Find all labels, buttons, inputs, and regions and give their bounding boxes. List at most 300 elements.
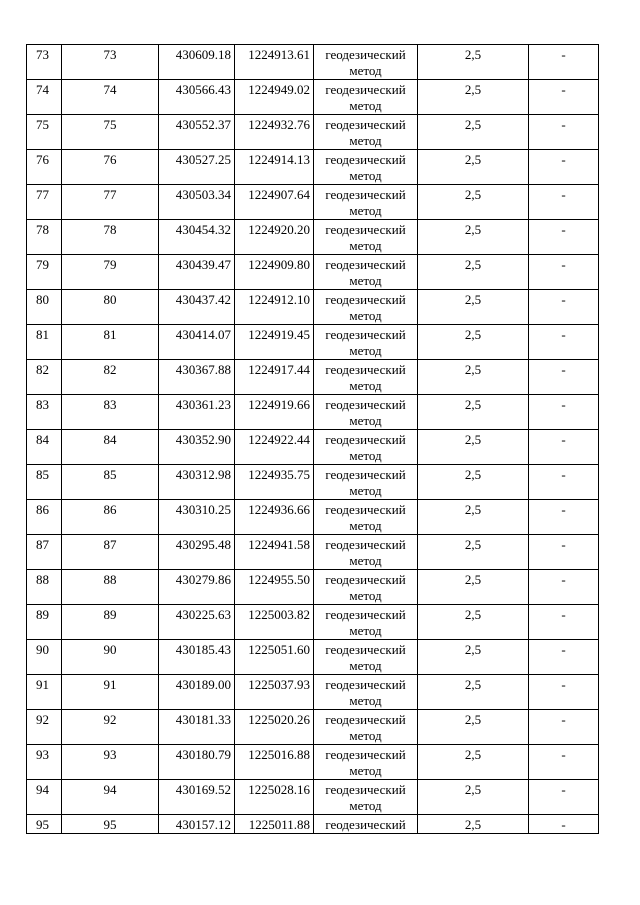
point-number-cell-text: 78 (36, 222, 49, 237)
description-cell-text: - (561, 712, 566, 727)
point-number-cell (27, 115, 62, 150)
point-id-cell-text: 84 (103, 432, 117, 447)
method-line: метод (349, 693, 382, 708)
method-cell (314, 570, 418, 605)
method-line: метод (349, 623, 382, 638)
table-row (27, 255, 599, 290)
point-number-cell (27, 780, 62, 815)
y-coordinate-cell-text: 1225028.16 (248, 782, 310, 797)
y-coordinate-cell (235, 570, 314, 605)
method-line: метод (349, 238, 382, 253)
y-coordinate-cell (235, 640, 314, 675)
point-id-cell (62, 290, 159, 325)
y-coordinate-cell-text: 1224935.75 (248, 467, 310, 482)
description-cell (529, 570, 599, 605)
point-number-cell-text: 87 (36, 537, 49, 552)
x-coordinate-cell-text: 430352.90 (175, 432, 231, 447)
point-number-cell (27, 325, 62, 360)
accuracy-cell (418, 185, 529, 220)
y-coordinate-cell (235, 115, 314, 150)
description-cell (529, 430, 599, 465)
point-number-cell-text: 86 (36, 502, 49, 517)
x-coordinate-cell-text: 430454.32 (175, 222, 231, 237)
point-id-cell-text: 87 (103, 537, 117, 552)
x-coordinate-cell (159, 605, 235, 640)
point-number-cell-text: 85 (36, 467, 49, 482)
accuracy-cell (418, 395, 529, 430)
table-row (27, 500, 599, 535)
description-cell-text: - (561, 467, 566, 482)
point-id-cell (62, 605, 159, 640)
y-coordinate-cell-text: 1224913.61 (248, 47, 310, 62)
description-cell (529, 255, 599, 290)
method-line: метод (349, 133, 382, 148)
x-coordinate-cell-text: 430295.48 (175, 537, 231, 552)
accuracy-cell-text: 2,5 (464, 362, 482, 377)
description-cell (529, 45, 599, 80)
x-coordinate-cell (159, 150, 235, 185)
point-number-cell (27, 745, 62, 780)
x-coordinate-cell (159, 255, 235, 290)
description-cell (529, 185, 599, 220)
accuracy-cell-text: 2,5 (464, 117, 482, 132)
method-line: геодезический (325, 467, 406, 482)
method-line: геодезический (325, 817, 406, 832)
method-line: метод (349, 203, 382, 218)
accuracy-cell-text: 2,5 (464, 292, 482, 307)
method-line: геодезический (325, 117, 406, 132)
accuracy-cell-text: 2,5 (464, 187, 482, 202)
description-cell-text: - (561, 572, 566, 587)
method-line: геодезический (325, 362, 406, 377)
table-row (27, 360, 599, 395)
description-cell (529, 745, 599, 780)
table-row (27, 605, 599, 640)
accuracy-cell (418, 500, 529, 535)
method-line: метод (349, 588, 382, 603)
point-id-cell-text: 76 (103, 152, 117, 167)
table-row (27, 535, 599, 570)
x-coordinate-cell (159, 465, 235, 500)
method-line: геодезический (325, 397, 406, 412)
point-id-cell (62, 535, 159, 570)
x-coordinate-cell-text: 430180.79 (175, 747, 231, 762)
table-row (27, 710, 599, 745)
x-coordinate-cell (159, 115, 235, 150)
table-row (27, 395, 599, 430)
method-line: метод (349, 98, 382, 113)
y-coordinate-cell-text: 1224955.50 (248, 572, 310, 587)
method-cell (314, 220, 418, 255)
point-number-cell (27, 465, 62, 500)
method-line: геодезический (325, 712, 406, 727)
point-id-cell (62, 80, 159, 115)
method-line: метод (349, 728, 382, 743)
accuracy-cell (418, 290, 529, 325)
accuracy-cell (418, 605, 529, 640)
point-id-cell-text: 82 (103, 362, 117, 377)
x-coordinate-cell-text: 430503.34 (175, 187, 231, 202)
table-row (27, 675, 599, 710)
accuracy-cell (418, 45, 529, 80)
accuracy-cell-text: 2,5 (464, 152, 482, 167)
point-number-cell-text: 80 (36, 292, 49, 307)
y-coordinate-cell (235, 675, 314, 710)
accuracy-cell (418, 80, 529, 115)
point-id-cell (62, 640, 159, 675)
table-body (27, 45, 599, 834)
point-id-cell-text: 95 (103, 817, 117, 832)
accuracy-cell (418, 745, 529, 780)
accuracy-cell (418, 150, 529, 185)
point-number-cell-text: 89 (36, 607, 49, 622)
table-row (27, 45, 599, 80)
point-number-cell-text: 84 (36, 432, 49, 447)
point-number-cell (27, 500, 62, 535)
point-id-cell-text: 74 (103, 82, 117, 97)
y-coordinate-cell (235, 220, 314, 255)
point-id-cell-text: 94 (103, 782, 117, 797)
description-cell (529, 325, 599, 360)
method-line: геодезический (325, 292, 406, 307)
point-number-cell-text: 79 (36, 257, 49, 272)
point-number-cell-text: 94 (36, 782, 49, 797)
y-coordinate-cell-text: 1224919.66 (248, 397, 310, 412)
point-number-cell (27, 45, 62, 80)
description-cell-text: - (561, 187, 566, 202)
point-id-cell (62, 185, 159, 220)
table-row (27, 640, 599, 675)
y-coordinate-cell (235, 395, 314, 430)
y-coordinate-cell (235, 745, 314, 780)
x-coordinate-cell-text: 430414.07 (175, 327, 231, 342)
description-cell (529, 605, 599, 640)
method-line: метод (349, 168, 382, 183)
accuracy-cell-text: 2,5 (464, 222, 482, 237)
point-id-cell-text: 80 (103, 292, 117, 307)
point-number-cell (27, 80, 62, 115)
point-id-cell (62, 780, 159, 815)
point-id-cell-text: 85 (103, 467, 117, 482)
x-coordinate-cell-text: 430279.86 (175, 572, 231, 587)
point-id-cell (62, 395, 159, 430)
table-row (27, 325, 599, 360)
description-cell-text: - (561, 817, 566, 832)
y-coordinate-cell-text: 1224932.76 (248, 117, 310, 132)
method-line: геодезический (325, 82, 406, 97)
point-id-cell (62, 500, 159, 535)
point-id-cell (62, 325, 159, 360)
point-id-cell (62, 255, 159, 290)
accuracy-cell (418, 815, 529, 834)
y-coordinate-cell (235, 150, 314, 185)
description-cell (529, 360, 599, 395)
x-coordinate-cell-text: 430361.23 (175, 397, 231, 412)
y-coordinate-cell-text: 1224941.58 (248, 537, 310, 552)
x-coordinate-cell-text: 430527.25 (175, 152, 231, 167)
point-number-cell (27, 220, 62, 255)
point-number-cell-text: 93 (36, 747, 49, 762)
y-coordinate-cell (235, 325, 314, 360)
point-number-cell (27, 360, 62, 395)
accuracy-cell-text: 2,5 (464, 537, 482, 552)
method-line: метод (349, 798, 382, 813)
description-cell (529, 80, 599, 115)
description-cell-text: - (561, 292, 566, 307)
description-cell-text: - (561, 117, 566, 132)
y-coordinate-cell (235, 500, 314, 535)
description-cell (529, 640, 599, 675)
method-line: геодезический (325, 187, 406, 202)
point-id-cell-text: 89 (103, 607, 117, 622)
point-number-cell-text: 83 (36, 397, 49, 412)
y-coordinate-cell-text: 1224936.66 (248, 502, 310, 517)
accuracy-cell (418, 360, 529, 395)
accuracy-cell (418, 430, 529, 465)
method-line: метод (349, 553, 382, 568)
x-coordinate-cell-text: 430367.88 (175, 362, 231, 377)
y-coordinate-cell-text: 1224920.20 (248, 222, 310, 237)
x-coordinate-cell-text: 430312.98 (175, 467, 231, 482)
point-id-cell-text: 86 (103, 502, 117, 517)
method-cell (314, 185, 418, 220)
point-id-cell-text: 91 (103, 677, 117, 692)
point-number-cell (27, 605, 62, 640)
y-coordinate-cell (235, 185, 314, 220)
point-number-cell-text: 82 (36, 362, 49, 377)
description-cell (529, 535, 599, 570)
description-cell (529, 815, 599, 834)
method-cell (314, 640, 418, 675)
x-coordinate-cell-text: 430439.47 (175, 257, 231, 272)
table-row (27, 780, 599, 815)
method-line: геодезический (325, 257, 406, 272)
method-line: метод (349, 658, 382, 673)
table-row (27, 815, 599, 834)
point-id-cell-text: 75 (103, 117, 117, 132)
point-id-cell (62, 745, 159, 780)
method-cell (314, 535, 418, 570)
description-cell-text: - (561, 607, 566, 622)
method-line: геодезический (325, 747, 406, 762)
method-line: геодезический (325, 642, 406, 657)
accuracy-cell-text: 2,5 (464, 397, 482, 412)
method-line: геодезический (325, 502, 406, 517)
method-cell (314, 710, 418, 745)
point-id-cell (62, 815, 159, 834)
point-number-cell (27, 570, 62, 605)
x-coordinate-cell (159, 325, 235, 360)
x-coordinate-cell (159, 745, 235, 780)
x-coordinate-cell (159, 815, 235, 834)
accuracy-cell (418, 255, 529, 290)
y-coordinate-cell (235, 605, 314, 640)
y-coordinate-cell-text: 1225051.60 (248, 642, 310, 657)
description-cell (529, 220, 599, 255)
method-cell (314, 290, 418, 325)
point-id-cell-text: 73 (103, 47, 117, 62)
description-cell-text: - (561, 677, 566, 692)
description-cell-text: - (561, 82, 566, 97)
point-id-cell (62, 675, 159, 710)
x-coordinate-cell-text: 430552.37 (175, 117, 231, 132)
method-cell (314, 430, 418, 465)
accuracy-cell (418, 465, 529, 500)
point-id-cell-text: 88 (103, 572, 117, 587)
method-line: метод (349, 763, 382, 778)
description-cell-text: - (561, 257, 566, 272)
accuracy-cell (418, 640, 529, 675)
description-cell-text: - (561, 537, 566, 552)
x-coordinate-cell (159, 45, 235, 80)
y-coordinate-cell-text: 1225003.82 (248, 607, 310, 622)
point-number-cell (27, 185, 62, 220)
method-line: геодезический (325, 432, 406, 447)
x-coordinate-cell (159, 675, 235, 710)
accuracy-cell-text: 2,5 (464, 817, 482, 832)
method-cell (314, 395, 418, 430)
point-number-cell-text: 91 (36, 677, 49, 692)
point-id-cell (62, 360, 159, 395)
table-row (27, 290, 599, 325)
accuracy-cell (418, 780, 529, 815)
point-number-cell-text: 95 (36, 817, 49, 832)
x-coordinate-cell-text: 430225.63 (175, 607, 231, 622)
table-row (27, 465, 599, 500)
description-cell (529, 150, 599, 185)
point-id-cell-text: 83 (103, 397, 117, 412)
y-coordinate-cell-text: 1225020.26 (248, 712, 310, 727)
point-number-cell-text: 90 (36, 642, 49, 657)
x-coordinate-cell-text: 430437.42 (175, 292, 231, 307)
point-id-cell-text: 90 (103, 642, 117, 657)
x-coordinate-cell (159, 430, 235, 465)
y-coordinate-cell (235, 710, 314, 745)
y-coordinate-cell-text: 1224917.44 (248, 362, 310, 377)
point-id-cell-text: 81 (103, 327, 117, 342)
method-line: метод (349, 343, 382, 358)
accuracy-cell-text: 2,5 (464, 502, 482, 517)
method-cell (314, 745, 418, 780)
method-line: метод (349, 413, 382, 428)
y-coordinate-cell-text: 1224914.13 (248, 152, 310, 167)
point-number-cell-text: 74 (36, 82, 49, 97)
point-id-cell-text: 92 (103, 712, 117, 727)
coordinates-table (26, 44, 599, 834)
x-coordinate-cell (159, 220, 235, 255)
y-coordinate-cell-text: 1225011.88 (248, 817, 310, 832)
method-line: геодезический (325, 222, 406, 237)
point-number-cell (27, 290, 62, 325)
method-cell (314, 360, 418, 395)
description-cell-text: - (561, 47, 566, 62)
description-cell-text: - (561, 397, 566, 412)
point-number-cell (27, 430, 62, 465)
accuracy-cell-text: 2,5 (464, 432, 482, 447)
point-number-cell-text: 88 (36, 572, 49, 587)
y-coordinate-cell (235, 780, 314, 815)
description-cell-text: - (561, 152, 566, 167)
method-line: геодезический (325, 572, 406, 587)
table-row (27, 185, 599, 220)
method-line: метод (349, 308, 382, 323)
method-cell (314, 675, 418, 710)
table-row (27, 745, 599, 780)
description-cell-text: - (561, 222, 566, 237)
point-id-cell (62, 465, 159, 500)
x-coordinate-cell (159, 80, 235, 115)
table-row (27, 220, 599, 255)
x-coordinate-cell-text: 430189.00 (175, 677, 231, 692)
x-coordinate-cell (159, 570, 235, 605)
description-cell-text: - (561, 362, 566, 377)
method-cell (314, 80, 418, 115)
x-coordinate-cell-text: 430310.25 (175, 502, 231, 517)
accuracy-cell (418, 570, 529, 605)
x-coordinate-cell (159, 395, 235, 430)
method-line: метод (349, 63, 382, 78)
x-coordinate-cell (159, 780, 235, 815)
accuracy-cell-text: 2,5 (464, 327, 482, 342)
method-cell (314, 780, 418, 815)
method-line: геодезический (325, 47, 406, 62)
point-id-cell (62, 150, 159, 185)
y-coordinate-cell-text: 1224922.44 (248, 432, 310, 447)
description-cell (529, 500, 599, 535)
method-line: геодезический (325, 782, 406, 797)
x-coordinate-cell-text: 430181.33 (175, 712, 231, 727)
description-cell (529, 465, 599, 500)
method-cell (314, 150, 418, 185)
method-line: метод (349, 448, 382, 463)
x-coordinate-cell (159, 535, 235, 570)
y-coordinate-cell (235, 535, 314, 570)
y-coordinate-cell (235, 815, 314, 834)
description-cell-text: - (561, 782, 566, 797)
x-coordinate-cell-text: 430157.12 (175, 817, 231, 832)
point-number-cell (27, 710, 62, 745)
method-line: метод (349, 483, 382, 498)
accuracy-cell-text: 2,5 (464, 607, 482, 622)
y-coordinate-cell (235, 430, 314, 465)
method-cell (314, 255, 418, 290)
y-coordinate-cell-text: 1224909.80 (248, 257, 310, 272)
method-cell (314, 605, 418, 640)
x-coordinate-cell (159, 500, 235, 535)
description-cell-text: - (561, 642, 566, 657)
accuracy-cell-text: 2,5 (464, 782, 482, 797)
table-row (27, 115, 599, 150)
description-cell-text: - (561, 327, 566, 342)
method-line: геодезический (325, 677, 406, 692)
x-coordinate-cell-text: 430185.43 (175, 642, 231, 657)
accuracy-cell (418, 220, 529, 255)
point-number-cell (27, 150, 62, 185)
y-coordinate-cell (235, 290, 314, 325)
accuracy-cell-text: 2,5 (464, 47, 482, 62)
accuracy-cell-text: 2,5 (464, 82, 482, 97)
x-coordinate-cell-text: 430566.43 (175, 82, 231, 97)
accuracy-cell-text: 2,5 (464, 642, 482, 657)
method-cell (314, 325, 418, 360)
y-coordinate-cell-text: 1225037.93 (248, 677, 310, 692)
method-line: метод (349, 273, 382, 288)
x-coordinate-cell (159, 290, 235, 325)
point-id-cell-text: 78 (103, 222, 117, 237)
point-number-cell-text: 81 (36, 327, 49, 342)
point-number-cell (27, 535, 62, 570)
method-line: геодезический (325, 607, 406, 622)
